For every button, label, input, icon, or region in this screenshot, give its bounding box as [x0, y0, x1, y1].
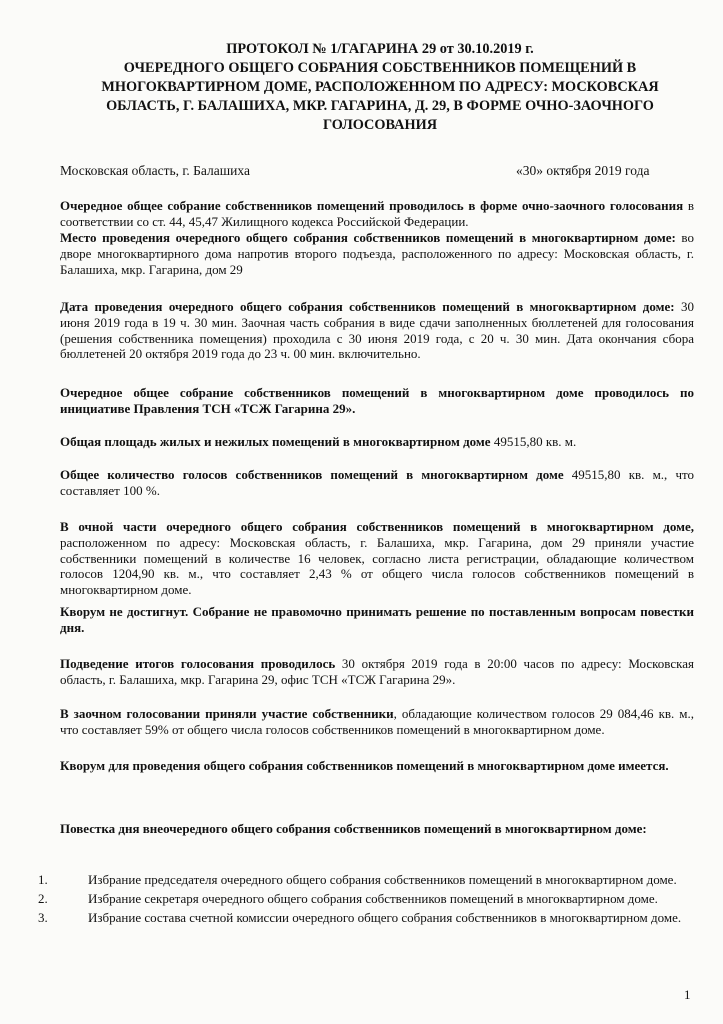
title-line: МНОГОКВАРТИРНОМ ДОМЕ, РАСПОЛОЖЕННОМ ПО АДРЕСУ: МОСКОВСКАЯ: [101, 79, 659, 95]
agenda-item-number: 3.: [38, 909, 48, 925]
paragraph-absentee: [60, 706, 694, 738]
title-line: ОБЛАСТЬ, Г. БАЛАШИХА, МКР. ГАГАРИНА, Д. 29, В ФОРМЕ ОЧНО-ЗАОЧНОГО: [106, 98, 654, 114]
document-date: «30» октября 2019 года: [516, 163, 650, 178]
title-line: ГОЛОСОВАНИЯ: [322, 117, 438, 133]
paragraph-agenda-heading: [60, 821, 694, 837]
text: 49515,80 кв. м., что составляет 100 %.: [60, 467, 694, 498]
text: 30 октября 2019 года в 20:00 часов по адресу: Московская область, г. Балашиха, мкр. Гагарина 29, офис ТСН «ТСЖ Гагарина 29».: [60, 656, 695, 687]
bold-text: Общее количество голосов собственников помещений в многоквартирном доме: [60, 467, 564, 482]
paragraph-form: [60, 198, 694, 230]
text: 49515,80 кв. м.: [490, 434, 577, 449]
paragraph-votes: [60, 467, 694, 499]
title-line: ПРОТОКОЛ № 1/ГАГАРИНА 29 от 30.10.2019 г.: [226, 41, 534, 57]
bold-text: Кворум для проведения общего собрания собственников помещений в многоквартирном доме имеется.: [60, 758, 669, 773]
agenda-item: [30, 891, 694, 907]
agenda-item-number: 2.: [38, 890, 48, 906]
text: в соответствии со ст. 44, 45,47 Жилищного кодекса Российской Федерации.: [60, 198, 694, 229]
title-line: ОЧЕРЕДНОГО ОБЩЕГО СОБРАНИЯ СОБСТВЕННИКОВ ПОМЕЩЕНИЙ В: [123, 60, 637, 76]
agenda-list: [30, 872, 694, 928]
paragraph-location: [60, 230, 694, 277]
document-place: Московская область, г. Балашиха: [60, 163, 250, 178]
agenda-item-text: Избрание состава счетной комиссии очередного общего собрания собственников в многоквартирном доме.: [88, 909, 682, 925]
bold-text: В заочном голосовании приняли участие собственники: [60, 706, 394, 721]
page-number: 1: [684, 987, 691, 1002]
agenda-item-text: Избрание секретаря очередного общего собрания собственников помещений в многоквартирном доме.: [88, 890, 658, 906]
text: 30 июня 2019 года в 19 ч. 30 мин. Заочная часть собрания в виде сдачи заполненных бюллетеней для голосования (решения собственника помещения) проходила с 30 июня 2019 года, с 20 ч. 30 мин. Дата окончания сбора бюллетеней 20 октября 2019 года до 23 ч. 00 мин. включительно.: [60, 299, 694, 362]
paragraph-date: [60, 299, 694, 362]
agenda-item: [30, 910, 694, 926]
bold-text: Место проведения очередного общего собрания собственников помещений в многоквартирном доме:: [60, 230, 676, 245]
paragraph-results: [60, 656, 694, 688]
bold-text: Очередное общее собрание собственников помещений проводилось в форме очно-заочного голосования: [60, 198, 684, 213]
paragraph-no-quorum: [60, 604, 694, 636]
paragraph-initiator: [60, 385, 694, 417]
text: во дворе многоквартирного дома напротив второго подъезда, расположенного по адресу: Московская область, г. Балашиха, мкр. Гагарина, дом 29: [60, 230, 694, 277]
bold-text: Очередное общее собрание собственников помещений в многоквартирном доме проводилось по инициативе Правления ТСН «ТСЖ Гагарина 29».: [60, 385, 694, 416]
bold-text: Общая площадь жилых и нежилых помещений в многоквартирном доме: [60, 434, 491, 449]
bold-text: Подведение итогов голосования проводилось: [60, 656, 336, 671]
text: расположенном по адресу: Московская область, г. Балашиха, мкр. Гагарина, дом 29 приняли участие собственники помещений в количестве 16 человек, согласно листа регистрации, обладающие количеством голосов 1204,90 кв. м., что составляет 2,43 % от общего числа голосов собственников помещений в многоквартирном доме.: [60, 534, 694, 598]
paragraph-in-person: [60, 519, 694, 598]
bold-text: Кворум не достигнут. Собрание не правомочно принимать решение по поставленным вопросам повестки дня.: [60, 604, 694, 635]
paragraph-quorum: [60, 758, 694, 774]
paragraph-area: [60, 434, 694, 450]
agenda-item-text: Избрание председателя очередного общего собрания собственников помещений в многоквартирном доме.: [88, 872, 677, 887]
bold-text: Повестка дня внеочередного общего собрания собственников помещений в многоквартирном доме:: [60, 821, 647, 836]
text: , обладающие количеством голосов 29 084,46 кв. м., что составляет 59% от общего числа голосов собственников помещений в многоквартирном доме.: [60, 706, 694, 737]
document-title: [60, 40, 700, 135]
bold-text: В очной части очередного общего собрания собственников помещений в многоквартирном доме,: [60, 519, 694, 534]
agenda-item: [30, 872, 694, 888]
bold-text: Дата проведения очередного общего собрания собственников помещений в многоквартирном доме:: [60, 299, 675, 314]
agenda-item-number: 1.: [38, 872, 48, 887]
